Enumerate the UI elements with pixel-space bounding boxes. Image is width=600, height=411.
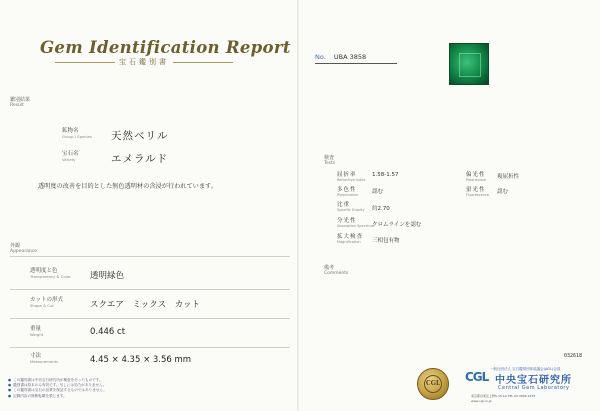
variety-value: エメラルド: [111, 153, 169, 165]
serial-number: 032618: [564, 353, 583, 359]
footnote: ● 記載内容の無断転載を禁じます。: [8, 394, 107, 399]
cgl-logo-icon: CGL: [465, 370, 489, 384]
species-label: 鉱物名 Group / Species: [62, 128, 92, 139]
spectrum-value: クロムラインを認む: [372, 222, 422, 228]
specific-gravity-label: 比重 Specific Gravity: [337, 202, 365, 213]
weight-value: 0.446 ct: [90, 327, 126, 337]
appearance-heading: 外観 Appearance: [10, 243, 38, 254]
seal-text: CGL: [424, 375, 442, 393]
specific-gravity-value: 約2.70: [372, 206, 390, 212]
divider: [10, 318, 290, 319]
pleochroism-label: 多色性 Pleochroism: [337, 187, 359, 198]
center-fold: [297, 0, 299, 411]
comments-heading: 備考 Comments: [324, 265, 349, 276]
magnification-label: 拡大検査 Magnification: [337, 234, 364, 245]
weight-label: 重量 Weight: [30, 326, 44, 337]
fluorescence-label: 蛍光性 Fluorescence: [466, 187, 490, 198]
report-subtitle: 宝石鑑別書: [40, 57, 248, 67]
footnote: ● 鑑別書は原本のみ有効です。写しには効力がありません。: [8, 383, 107, 388]
measurements-value: 4.45 × 4.35 × 3.56 mm: [90, 355, 192, 365]
divider: [10, 347, 290, 348]
refractive-index-value: 1.58-1.57: [372, 172, 399, 178]
lab-name-en: Central Gem Laboratory: [498, 385, 570, 391]
color-value: 透明緑色: [90, 271, 125, 281]
polariscope-label: 偏光性 Polariscope: [466, 172, 486, 183]
polariscope-value: 複屈折性: [497, 174, 520, 180]
lab-name-jp: 中央宝石研究所: [495, 375, 572, 386]
divider: [10, 256, 290, 257]
cut-value: スクエア ミックス カット: [90, 300, 200, 310]
color-label: 透明度と色 Transparency & Color: [30, 268, 71, 279]
tests-heading: 検査 Tests: [324, 155, 336, 166]
number-value: UBA 3858: [333, 53, 367, 61]
report-title: Gem Identification Report: [40, 38, 291, 57]
gold-seal-icon: [417, 368, 449, 400]
lab-caption: 一般社団法人 宝石鑑別団体協議会(AGL)会員: [490, 367, 561, 371]
species-value: 天然ベリル: [111, 130, 169, 142]
fluorescence-value: 認む: [497, 189, 509, 195]
pleochroism-value: 認む: [372, 189, 384, 195]
number-label: No.: [315, 53, 326, 61]
spectrum-label: 分光性 Absorption Spectrum: [337, 218, 375, 229]
footnote: ● この鑑別書は中央宝石研究所が検査を行ったものです。: [8, 378, 107, 383]
treatment-note: 透明度の改善を目的とした無色透明材の含浸が行われています。: [38, 183, 217, 190]
measurements-label: 寸法 Measurements: [30, 353, 59, 364]
refractive-index-label: 屈折率 Refractive Index: [337, 172, 366, 183]
lab-website: www.cgl.co.jp: [471, 399, 492, 403]
footnotes: [8, 378, 107, 399]
number-underline: [315, 63, 397, 64]
variety-label: 宝石名 Variety: [62, 151, 79, 162]
report-number: [315, 53, 366, 61]
divider: [10, 289, 290, 290]
gemstone-photo: [449, 43, 489, 85]
magnification-value: 三相包有物: [372, 238, 400, 244]
footnote: ● この鑑別書は宝石の品質を保証するものではありません。: [8, 388, 107, 393]
result-heading: 鑑別結果 Result: [10, 97, 31, 108]
cut-label: カットの形式 Shape & Cut: [30, 297, 63, 308]
lab-address: 東京都台東区上野5-15-14 TEL 03-3836-1675: [471, 394, 536, 398]
